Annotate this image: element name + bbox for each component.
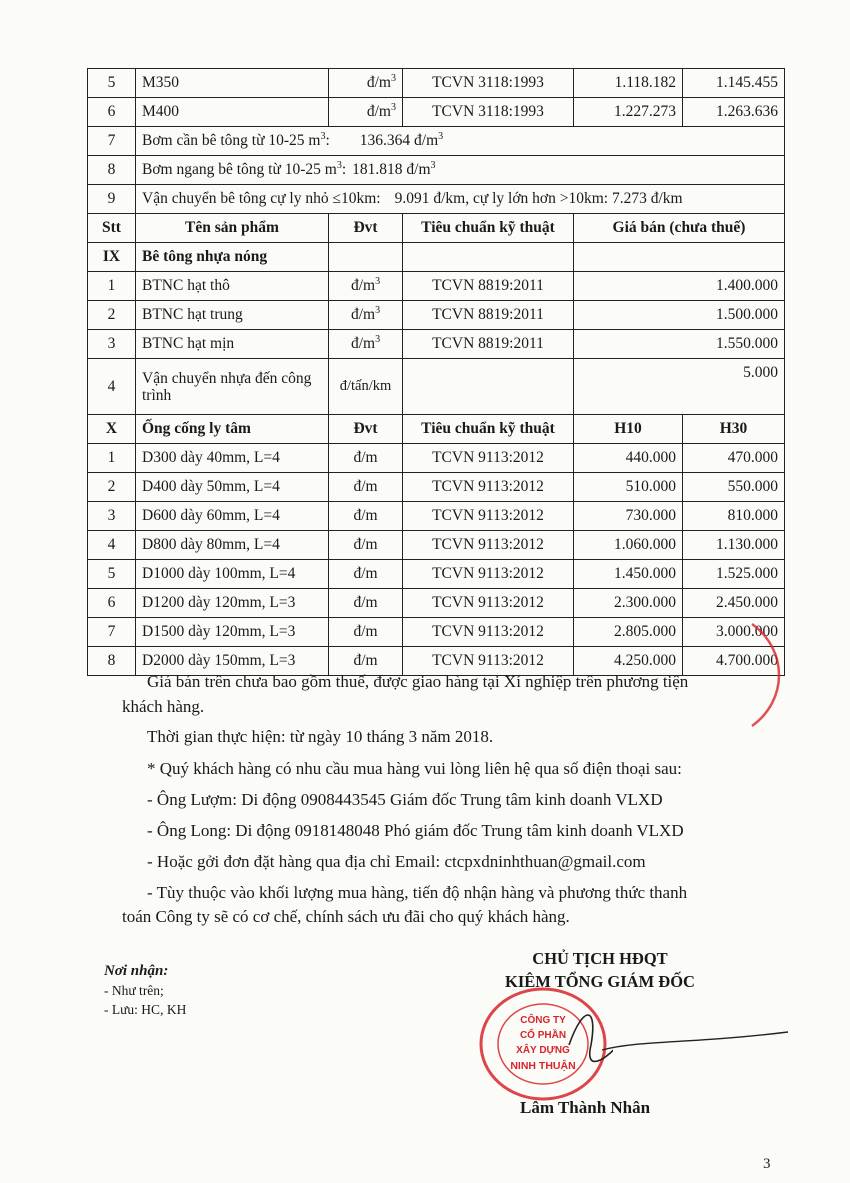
- header-product-name: Tên sản phẩm: [136, 214, 329, 243]
- price-h10-cell: 4.250.000: [574, 647, 683, 676]
- product-name-cell: M350: [136, 69, 329, 98]
- header-unit: Đvt: [329, 214, 403, 243]
- price-h30-cell: 470.000: [683, 444, 785, 473]
- note-discount: - Tùy thuộc vào khối lượng mua hàng, tiến độ nhận hàng và phương thức thanh: [147, 883, 688, 902]
- price-cell: 1.263.636: [683, 98, 785, 127]
- stt-cell: 9: [88, 185, 136, 214]
- unit-cell: $đ/m^3$: [329, 330, 403, 359]
- note-effective-date: Thời gian thực hiện: từ ngày 10 tháng 3 năm 2018.: [147, 727, 494, 746]
- table-row: [88, 156, 785, 185]
- price-h10-cell: 440.000: [574, 444, 683, 473]
- standard-cell: TCVN 9113:2012: [403, 444, 574, 473]
- table-header-row: [88, 415, 785, 444]
- price-h30-cell: 1.525.000: [683, 560, 785, 589]
- header-h30: H30: [683, 415, 785, 444]
- recipient-item: - Như trên;: [104, 983, 164, 998]
- header-standard: Tiêu chuẩn kỹ thuật: [403, 415, 574, 444]
- signer-title-2: KIÊM TỔNG GIÁM ĐỐC: [505, 972, 695, 991]
- table-row: [88, 502, 785, 531]
- table-row: [88, 560, 785, 589]
- table-row: [88, 618, 785, 647]
- unit-cell: đ/m: [329, 531, 403, 560]
- standard-cell: TCVN 3118:1993: [403, 69, 574, 98]
- table-row: [88, 98, 785, 127]
- product-name-cell: D1200 dày 120mm, L=3: [136, 589, 329, 618]
- table-header-row: [88, 214, 785, 243]
- price-table: [87, 68, 785, 676]
- table-row: [88, 185, 785, 214]
- unit-cell: $đ/m^3$: [329, 301, 403, 330]
- note-contact-intro: * Quý khách hàng có nhu cầu mua hàng vui lòng liên hệ qua số điện thoại sau:: [147, 759, 682, 778]
- stt-cell: 8: [88, 156, 136, 185]
- stt-cell: 5: [88, 69, 136, 98]
- recipients-block: [104, 962, 186, 1019]
- price-h10-cell: 1.060.000: [574, 531, 683, 560]
- unit-cell: đ/m: [329, 647, 403, 676]
- product-name-cell: M400: [136, 98, 329, 127]
- price-h30-cell: 1.130.000: [683, 531, 785, 560]
- product-name-cell: Vận chuyển nhựa đến công trình: [136, 359, 329, 415]
- unit-cell: đ/m: [329, 473, 403, 502]
- stt-cell: 4: [88, 531, 136, 560]
- price-cell: 1.550.000: [574, 330, 785, 359]
- note-pricing: Giá bán trên chưa bao gồm thuế, được giao hàng tại Xí nghiệp trên phương tiện: [147, 672, 689, 691]
- stt-cell: 6: [88, 589, 136, 618]
- standard-cell: TCVN 9113:2012: [403, 560, 574, 589]
- price-h30-cell: 4.700.000: [683, 647, 785, 676]
- standard-cell: TCVN 8819:2011: [403, 330, 574, 359]
- price-h10-cell: 1.450.000: [574, 560, 683, 589]
- price-cell: 5.000: [574, 359, 785, 415]
- product-name-cell: BTNC hạt trung: [136, 301, 329, 330]
- standard-cell: TCVN 9113:2012: [403, 589, 574, 618]
- product-name-cell: D400 dày 50mm, L=4: [136, 473, 329, 502]
- table-row: [88, 359, 785, 415]
- table-row: [88, 473, 785, 502]
- price-h30-cell: 810.000: [683, 502, 785, 531]
- section-title: Bê tông nhựa nóng: [136, 243, 329, 272]
- table-row: [88, 272, 785, 301]
- signer-name: Lâm Thành Nhân: [520, 1098, 651, 1117]
- price-cell: 1.118.182: [574, 69, 683, 98]
- unit-cell: $đ/m^3$: [329, 272, 403, 301]
- product-name-cell: D2000 dày 150mm, L=3: [136, 647, 329, 676]
- note-contact-luom: - Ông Lượm: Di động 0908443545 Giám đốc Trung tâm kinh doanh VLXD: [147, 790, 663, 809]
- stt-cell: 8: [88, 647, 136, 676]
- company-seal-icon: [473, 985, 613, 1103]
- seal-text-line: XÂY DỰNG: [516, 1045, 570, 1056]
- unit-cell: đ/m: [329, 618, 403, 647]
- section-title: Ống cống ly tâm: [136, 415, 329, 444]
- stt-cell: 6: [88, 98, 136, 127]
- seal-text-line: NINH THUẬN: [510, 1060, 576, 1072]
- seal-text-line: CÔNG TY: [520, 1015, 566, 1026]
- stt-cell: 3: [88, 502, 136, 531]
- signer-title-1: CHỦ TỊCH HĐQT: [532, 949, 668, 968]
- price-h10-cell: 510.000: [574, 473, 683, 502]
- product-name-cell: D1000 dày 100mm, L=4: [136, 560, 329, 589]
- price-h30-cell: 550.000: [683, 473, 785, 502]
- price-h10-cell: 730.000: [574, 502, 683, 531]
- page-number: 3: [763, 1156, 771, 1172]
- pump-description-cell: Bơm cần bê tông từ 10-25 $m^3$: 136.364 $đ/m^3$: [136, 127, 785, 156]
- recipient-item: - Lưu: HC, KH: [104, 1002, 187, 1017]
- standard-cell: TCVN 9113:2012: [403, 531, 574, 560]
- price-cell: 1.400.000: [574, 272, 785, 301]
- product-name-cell: BTNC hạt thô: [136, 272, 329, 301]
- price-cell: 1.145.455: [683, 69, 785, 98]
- standard-cell: TCVN 3118:1993: [403, 98, 574, 127]
- standard-cell: TCVN 8819:2011: [403, 301, 574, 330]
- price-h10-cell: 2.300.000: [574, 589, 683, 618]
- section-roman: X: [88, 415, 136, 444]
- stt-cell: 7: [88, 127, 136, 156]
- product-name-cell: D1500 dày 120mm, L=3: [136, 618, 329, 647]
- signature-stroke-icon: [600, 1030, 790, 1070]
- unit-cell: đ/tấn/km: [329, 359, 403, 415]
- product-name-cell: D800 dày 80mm, L=4: [136, 531, 329, 560]
- pump-description-cell: Bơm ngang bê tông từ 10-25 $m^3$: 181.818 $đ/m^3$: [136, 156, 785, 185]
- stt-cell: 1: [88, 444, 136, 473]
- unit-cell: đ/m: [329, 444, 403, 473]
- stt-cell: 4: [88, 359, 136, 415]
- price-h30-cell: 2.450.000: [683, 589, 785, 618]
- standard-cell: TCVN 8819:2011: [403, 272, 574, 301]
- price-h30-cell: 3.000.000: [683, 618, 785, 647]
- table-row: [88, 69, 785, 98]
- price-cell: 1.227.273: [574, 98, 683, 127]
- side-seal-fragment-icon: [748, 620, 784, 730]
- section-roman: IX: [88, 243, 136, 272]
- stt-cell: 2: [88, 473, 136, 502]
- standard-cell: TCVN 9113:2012: [403, 647, 574, 676]
- standard-cell: TCVN 9113:2012: [403, 502, 574, 531]
- unit-cell: đ/m: [329, 502, 403, 531]
- stt-cell: 2: [88, 301, 136, 330]
- recipients-heading: Nơi nhận:: [104, 963, 169, 979]
- unit-cell: đ/m: [329, 560, 403, 589]
- stt-cell: 3: [88, 330, 136, 359]
- header-price: Giá bán (chưa thuế): [574, 214, 785, 243]
- header-standard: Tiêu chuẩn kỹ thuật: [403, 214, 574, 243]
- product-name-cell: D300 dày 40mm, L=4: [136, 444, 329, 473]
- section-row: [88, 243, 785, 272]
- note-pricing-cont: khách hàng.: [122, 697, 205, 716]
- table-row: [88, 330, 785, 359]
- header-h10: H10: [574, 415, 683, 444]
- note-discount-cont: toán Công ty sẽ có cơ chế, chính sách ưu đãi cho quý khách hàng.: [122, 907, 570, 926]
- stt-cell: 7: [88, 618, 136, 647]
- product-name-cell: D600 dày 60mm, L=4: [136, 502, 329, 531]
- standard-cell: TCVN 9113:2012: [403, 618, 574, 647]
- price-cell: 1.500.000: [574, 301, 785, 330]
- table-row: [88, 127, 785, 156]
- note-contact-long: - Ông Long: Di động 0918148048 Phó giám đốc Trung tâm kinh doanh VLXD: [147, 821, 684, 840]
- standard-cell: TCVN 9113:2012: [403, 473, 574, 502]
- transport-description-cell: Vận chuyển bê tông cự ly nhỏ ≤10km: 9.091 đ/km, cự ly lớn hơn >10km: 7.273 đ/km: [136, 185, 785, 214]
- unit-cell: $đ/m^3$: [329, 69, 403, 98]
- stt-cell: 1: [88, 272, 136, 301]
- product-name-cell: BTNC hạt mịn: [136, 330, 329, 359]
- note-email: - Hoặc gởi đơn đặt hàng qua địa chỉ Email: ctcpxdninhthuan@gmail.com: [147, 852, 646, 871]
- unit-cell: đ/m: [329, 589, 403, 618]
- header-unit: Đvt: [329, 415, 403, 444]
- price-h10-cell: 2.805.000: [574, 618, 683, 647]
- table-row: [88, 589, 785, 618]
- stt-cell: 5: [88, 560, 136, 589]
- header-stt: Stt: [88, 214, 136, 243]
- table-row: [88, 301, 785, 330]
- table-row: [88, 444, 785, 473]
- table-row: [88, 531, 785, 560]
- seal-text-line: CỔ PHẦN: [519, 1030, 567, 1041]
- unit-cell: $đ/m^3$: [329, 98, 403, 127]
